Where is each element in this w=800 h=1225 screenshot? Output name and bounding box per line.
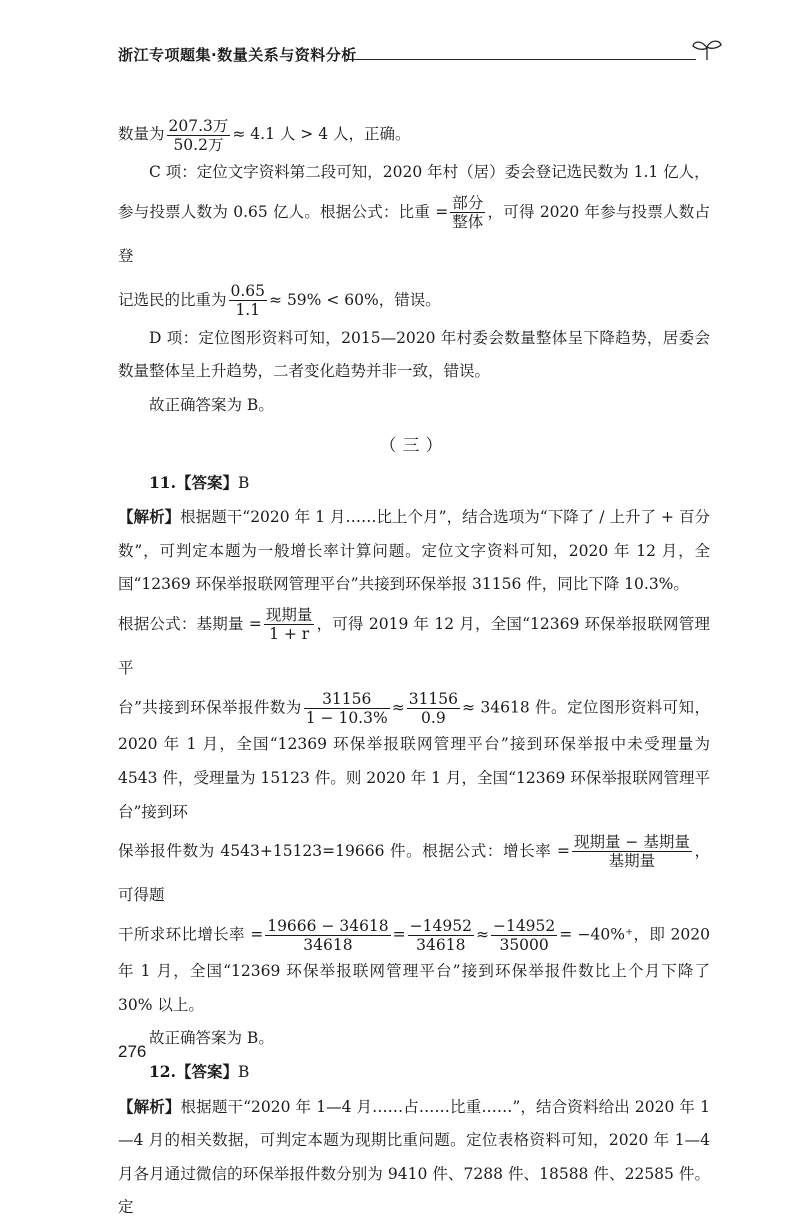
fraction: $\frac{-14952}{35000}$ — [492, 916, 556, 954]
running-header — [118, 44, 718, 68]
fraction: $\frac{\text{现期量 − 基期量}}{\text{基期量}}$ — [574, 833, 690, 870]
sprout-icon — [690, 38, 724, 62]
paragraph-d-option: D 项：定位图形资料可知，2015—2020 年村委会数量整体呈下降趋势，居委会数量整体呈上升趋势，二者变化趋势并非一致，错误。 — [118, 328, 710, 380]
fraction: $\frac{\text{现期量}}{1 + r}$ — [265, 606, 313, 643]
fraction: $\frac{\text{部分}}{\text{整体}}$ — [452, 194, 484, 231]
header-title: 浙江专项题集·数量关系与资料分析 — [118, 46, 357, 64]
paragraph-c-option: C 项：定位文字资料第二段可知，2020 年村（居）委会登记选民数为 1.1 亿人， — [149, 163, 710, 181]
fraction: $\frac{0.65}{1.1}$ — [230, 282, 266, 319]
q11-base-formula: 根据公式：基期量 = $\frac{\text{现期量}}{1 + r}$ ，可得 2019 年 12 月，全国“12369 环保举报联网管理平 — [118, 606, 710, 677]
q11-analysis: 【解析】根据题干“2020 年 1 月……比上个月”，结合选项为“下降了 / 上升了 + 百分数”，可判定本题为一般增长率计算问题。定位文字资料可知，2020 年 12 月，全国“12369 环保举报联网管理平台”共接到环保举报 31156 件，同比下降 10.3%。 — [118, 507, 710, 593]
paragraph-answer: 故正确答案为 B。 — [149, 395, 274, 414]
page-body — [118, 112, 710, 1225]
q11-growth-calc: 干所求环比增长率 = $\frac{19666 - 34618}{34618}$ = $\frac{-14952}{34618}$ ≈ $\frac{-14952}{35000}$ = −40%⁺，即 2020 年 1 月，全国“12369 环保举报联网管理平台”接到环保举报件数比上个月下降了 30% 以上。 — [118, 916, 710, 1014]
q11-growth-formula: 保举报件数为 4543+15123=19666 件。根据公式：增长率 = $\frac{\text{现期量 − 基期量}}{\text{基期量}}$ ，可得题 — [118, 833, 710, 904]
q12-answer: 12.【答案】B — [149, 1062, 250, 1081]
fraction: $\frac{-14952}{34618}$ — [409, 916, 472, 954]
q11-conclusion: 故正确答案为 B。 — [149, 1028, 274, 1047]
q12-analysis: 【解析】根据题干“2020 年 1—4 月……占……比重……”，结合资料给出 2020 年 1—4 月的相关数据，可判定本题为现期比重问题。定位表格资料可知，2020 年 1—4 月各月通过微信的环保举报件数分别为 9410 件、7288 件、18588 件、22585 件。定 — [118, 1096, 710, 1216]
paragraph-c-formula: 参与投票人数为 0.65 亿人。根据公式：比重 = $\frac{\text{部分}}{\text{整体}}$ ，可得 2020 年参与投票人数占登 — [118, 194, 710, 265]
q11-base-calc: 台”共接到环保举报件数为 $\frac{31156}{1 - 10.3\%}$ ≈ $\frac{31156}{0.9}$ ≈ 34618 件。定位图形资料可知，2020 年 1 月，全国“12369 环保举报联网管理平台”接到环保举报中未受理量为 4543 件，受理量为 15123 件。则 2020 年 1 月，全国“12369 环保举报联网管理平台”接到环 — [118, 689, 710, 821]
paragraph-b-conclusion: 数量为 $\frac{\text{207.3万}}{\text{50.2万}}$ ≈ 4.1 人 > 4 人，正确。 — [118, 116, 411, 154]
fraction: $\frac{\text{207.3万}}{\text{50.2万}}$ — [168, 116, 229, 154]
fraction: $\frac{19666 - 34618}{34618}$ — [267, 916, 389, 954]
page-number: 276 — [118, 1042, 147, 1061]
paragraph-c-result: 记选民的比重为 $\frac{0.65}{1.1}$ ≈ 59% < 60%，错误。 — [118, 282, 441, 319]
q11-answer: 11.【答案】B — [149, 472, 250, 492]
section-title: （三） — [379, 436, 449, 456]
header-rule — [346, 59, 696, 60]
fraction: $\frac{31156}{0.9}$ — [408, 689, 459, 727]
fraction: $\frac{31156}{1 - 10.3\%}$ — [305, 689, 388, 727]
